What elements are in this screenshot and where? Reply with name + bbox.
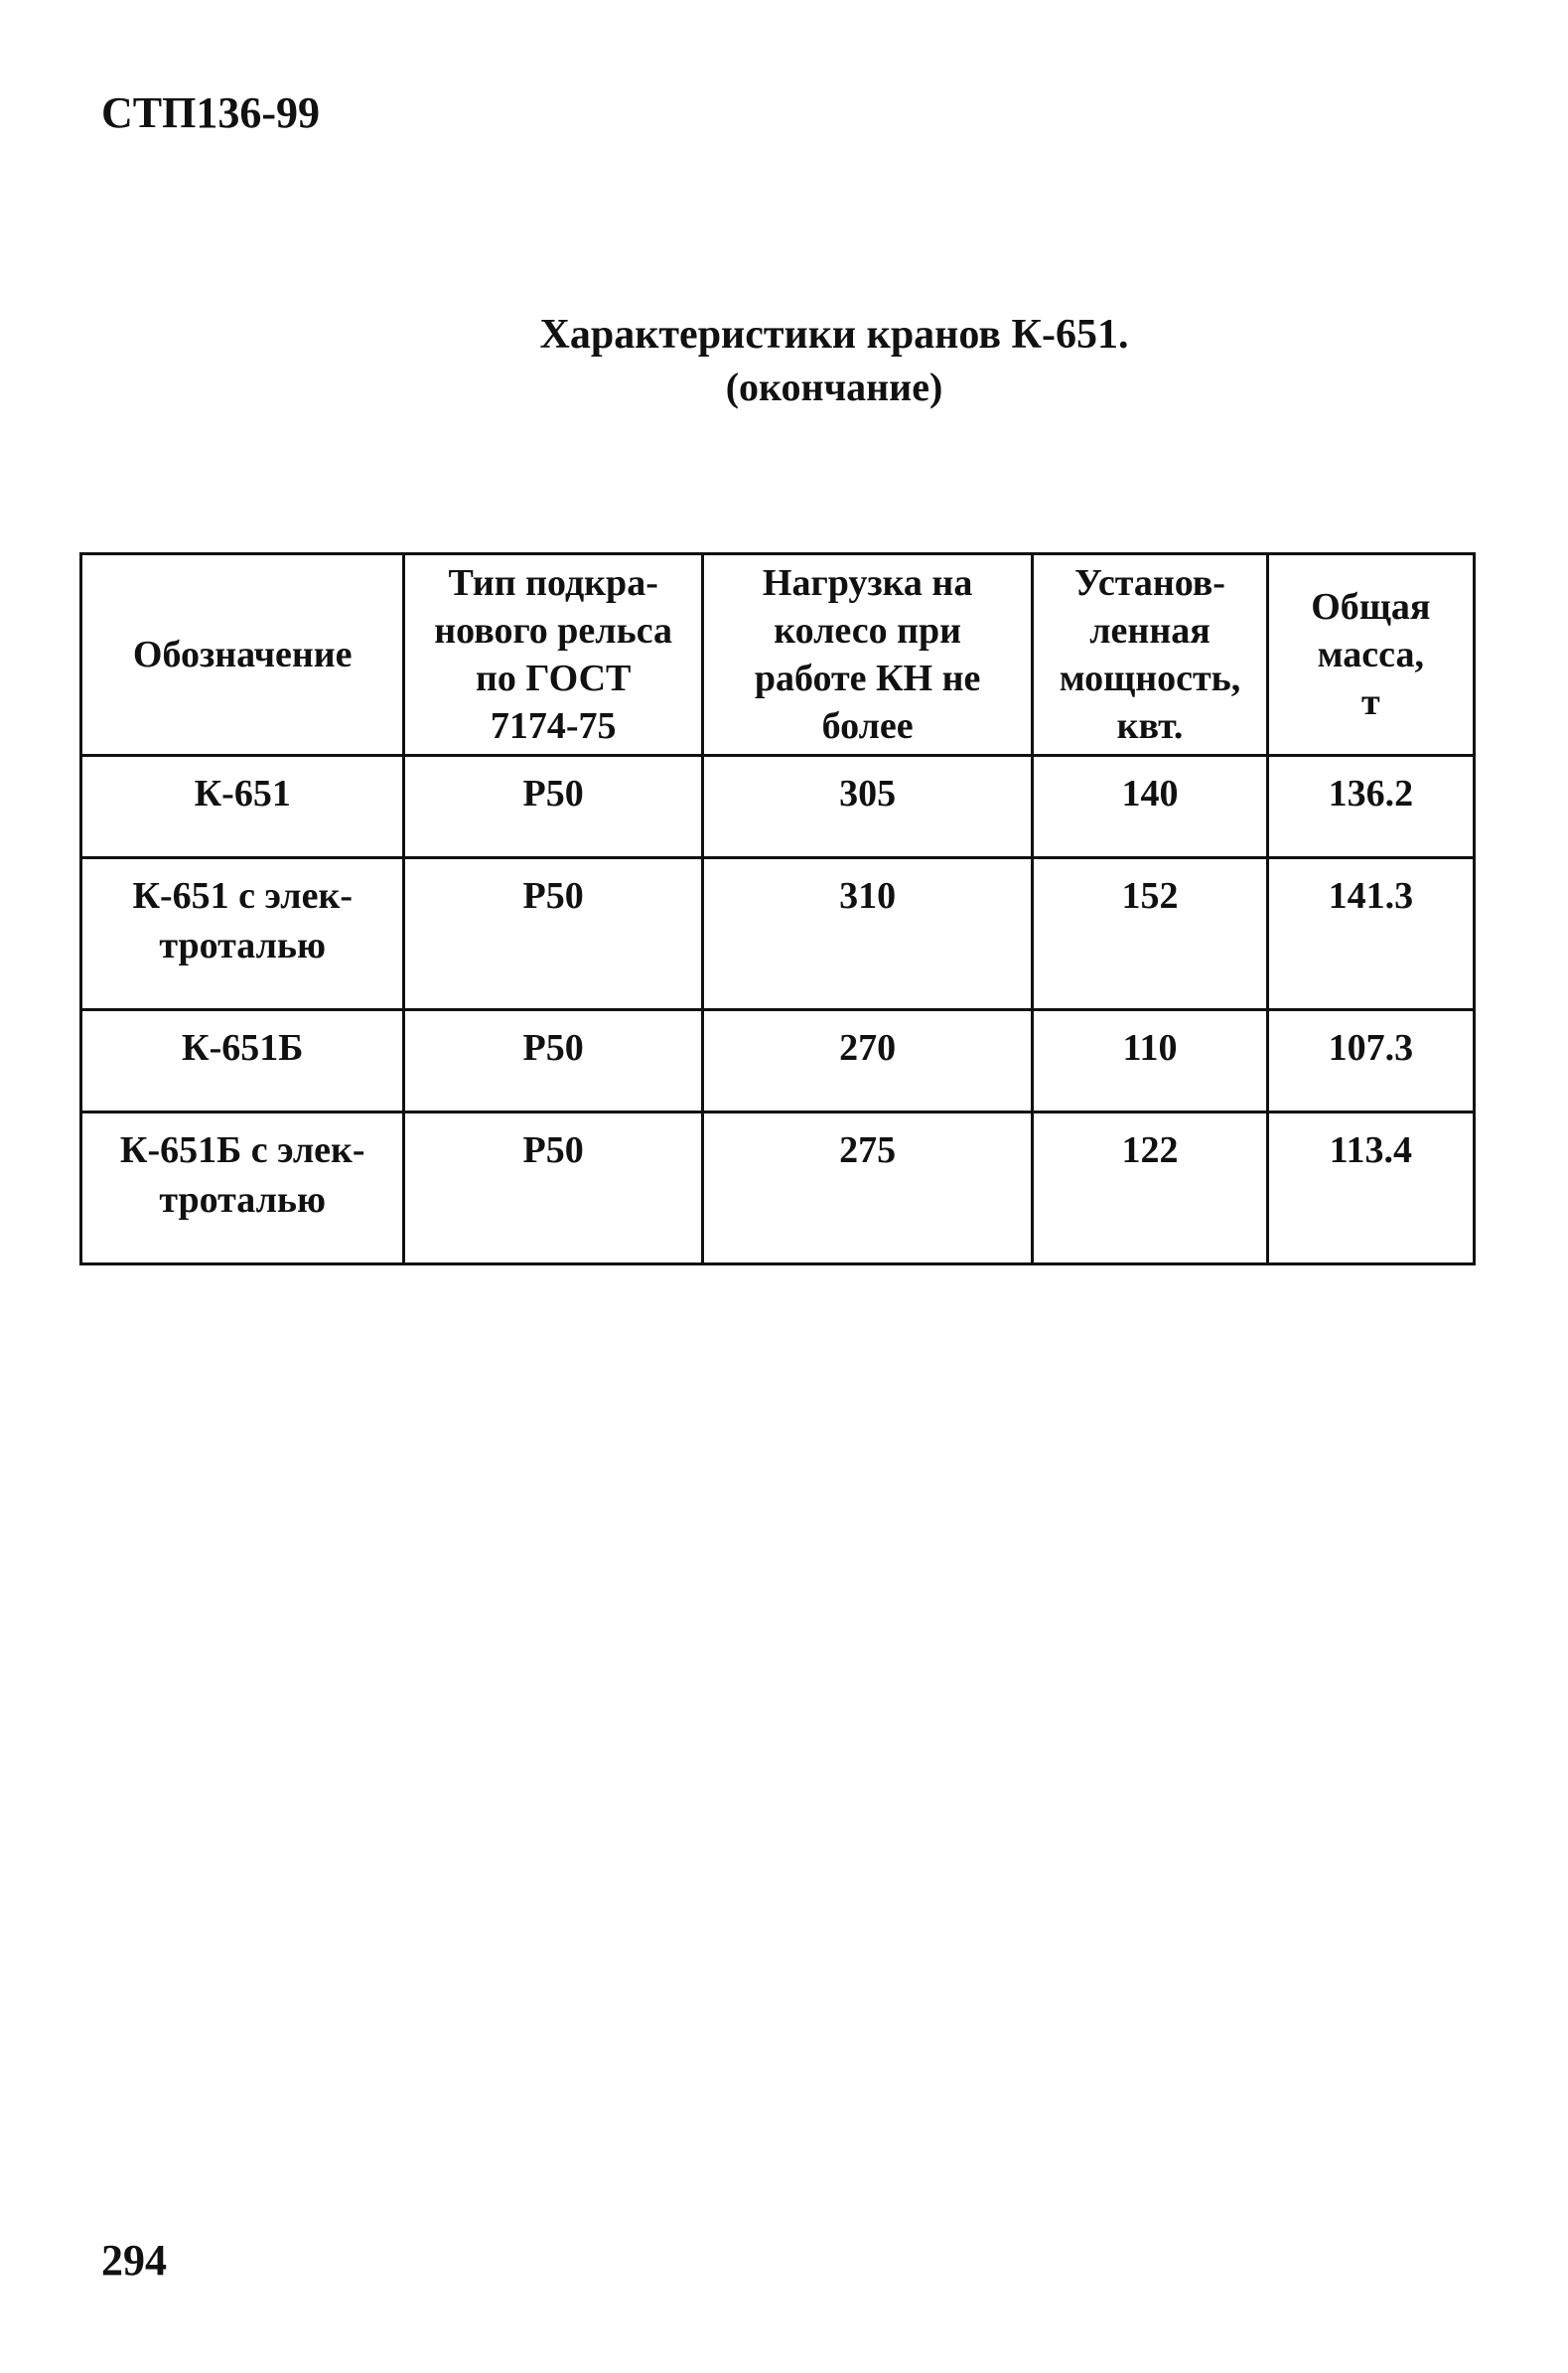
cell-total-mass: 136.2 (1267, 756, 1474, 858)
title-line-main: Характеристики кранов К-651. (539, 312, 1129, 358)
header-wheel-load: Нагрузка на колесо при работе КН не более (702, 554, 1032, 756)
table-header-row (81, 554, 1475, 756)
cell-rail-type: Р50 (404, 1112, 702, 1264)
cell-designation: К-651 (81, 756, 404, 858)
table-row (81, 1112, 1475, 1264)
header-installed-power: Установ- ленная мощность, квт. (1033, 554, 1267, 756)
cell-rail-type: Р50 (404, 756, 702, 858)
header-rail-type: Тип подкра- нового рельса по ГОСТ 7174-75 (404, 554, 702, 756)
cell-designation: К-651Б (81, 1010, 404, 1112)
cell-installed-power: 152 (1033, 858, 1267, 1010)
cell-wheel-load: 275 (702, 1112, 1032, 1264)
cell-installed-power: 110 (1033, 1010, 1267, 1112)
table-title (377, 308, 1291, 413)
header-designation: Обозначение (81, 554, 404, 756)
table-row (81, 756, 1475, 858)
cell-designation: К-651Б с элек- троталью (81, 1112, 404, 1264)
title-line-continuation: (окончание) (725, 365, 943, 409)
cell-designation: К-651 с элек- троталью (81, 858, 404, 1010)
cell-installed-power: 122 (1033, 1112, 1267, 1264)
cell-wheel-load: 305 (702, 756, 1032, 858)
cell-total-mass: 113.4 (1267, 1112, 1474, 1264)
cell-total-mass: 107.3 (1267, 1010, 1474, 1112)
document-code: СТП136-99 (101, 88, 320, 137)
table-row (81, 1010, 1475, 1112)
header-total-mass: Общая масса, т (1267, 554, 1474, 756)
page-number: 294 (101, 2236, 167, 2285)
cell-wheel-load: 310 (702, 858, 1032, 1010)
cell-installed-power: 140 (1033, 756, 1267, 858)
cell-wheel-load: 270 (702, 1010, 1032, 1112)
crane-specs-table (79, 552, 1476, 1265)
table-row (81, 858, 1475, 1010)
cell-total-mass: 141.3 (1267, 858, 1474, 1010)
cell-rail-type: Р50 (404, 858, 702, 1010)
cell-rail-type: Р50 (404, 1010, 702, 1112)
